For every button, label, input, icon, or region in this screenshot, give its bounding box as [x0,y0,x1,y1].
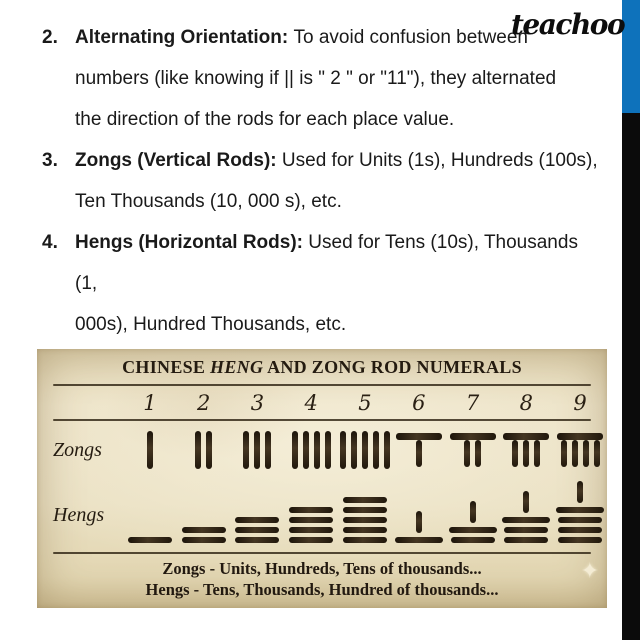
horizontal-rod [235,537,279,543]
vertical-rod [416,440,422,467]
numbered-list [42,17,604,345]
vertical-rod [303,431,309,469]
digit-label-4: 4 [304,390,318,415]
horizontal-rod [396,433,442,440]
zongs-row [37,421,607,479]
list-item-body: Alternating Orientation: To avoid confusion between numbers (like knowing if || is " 2 " or "11"), they alternated the direction of the rods for each place value. [75,27,557,130]
horizontal-rod [451,537,495,543]
vertical-rod [373,431,379,469]
zong-numeral-3 [231,431,285,469]
vertical-rod [206,431,212,469]
heng-numeral-5 [338,497,392,552]
horizontal-rod [343,497,387,503]
horizontal-rod [182,537,226,543]
horizontal-rod [558,527,602,533]
digit-label-7: 7 [465,390,480,415]
horizontal-rod [503,433,549,440]
heng-rod-group [502,491,550,543]
vertical-rod [325,431,331,469]
heng-numeral-2 [177,527,231,552]
zong-rod-group [340,431,390,469]
sparkle-icon: ✦ [580,559,599,584]
vertical-rod [577,481,583,503]
digit-label-5: 5 [358,390,372,415]
horizontal-rod [449,527,497,533]
hengs-row-label: Hengs [53,504,105,526]
list-item [42,222,604,345]
vertical-rod [195,431,201,469]
caption-zongs: Zongs - Units, Hundreds, Tens of thousands... [162,559,482,578]
digit-label-6: 6 [412,390,426,415]
zong-numeral-5 [338,431,392,469]
horizontal-rod [504,527,548,533]
heng-numeral-3 [231,517,285,552]
list-item-lead: Alternating Orientation: [75,27,294,48]
vertical-rod [512,440,518,467]
chart-title-prefix: CHINESE [122,357,211,377]
digit-label-1: 1 [143,390,157,415]
vertical-rod [572,440,578,467]
digit-label-9: 9 [573,390,587,415]
list-item-number: 2. [42,27,58,48]
chart-title [37,349,607,378]
zong-rod-group [243,431,271,469]
vertical-rod [340,431,346,469]
vertical-rod [351,431,357,469]
horizontal-rod [128,537,172,543]
vertical-rod [594,440,600,467]
horizontal-rod [558,537,602,543]
heng-rod-group [235,517,279,543]
right-edge-accent-black [622,113,640,640]
zong-numeral-1 [123,431,177,469]
heng-rod-group [449,501,497,543]
heng-rod-group [289,507,333,543]
zong-numeral-2 [177,431,231,469]
vertical-rod [265,431,271,469]
horizontal-rod [556,507,604,513]
vertical-rod [583,440,589,467]
horizontal-rod [343,517,387,523]
heng-numeral-7 [446,501,500,552]
list-item-lead: Hengs (Horizontal Rods): [75,232,309,253]
horizontal-rod [502,517,550,523]
zong-rod-group [464,440,481,467]
heng-numeral-8 [499,491,553,552]
right-edge-accent-blue [622,0,640,113]
vertical-rod [314,431,320,469]
vertical-rod [243,431,249,469]
horizontal-rod [289,537,333,543]
zong-rod-group [512,440,540,467]
vertical-rod [561,440,567,467]
heng-numeral-6 [392,511,446,552]
horizontal-rod [395,537,443,543]
zong-rod-group [195,431,212,469]
list-item-number: 3. [42,150,58,171]
teachoo-logo: teachoo [511,8,625,41]
horizontal-rod [182,527,226,533]
zong-numeral-8 [499,433,553,467]
rod-numerals-chart [37,349,607,608]
horizontal-rod [289,527,333,533]
vertical-rod [362,431,368,469]
horizontal-rod [558,517,602,523]
hengs-row [37,479,607,552]
horizontal-rod [343,507,387,513]
vertical-rod [475,440,481,467]
chart-caption [37,558,607,600]
vertical-rod [470,501,476,523]
zong-numeral-7 [446,433,500,467]
list-item [42,140,604,222]
heng-numeral-1 [123,537,177,552]
vertical-rod [384,431,390,469]
chart-title-heng: HENG [210,357,264,377]
zong-numeral-6 [392,433,446,467]
heng-rod-group [343,497,387,543]
heng-rod-group [556,481,604,543]
zong-numeral-4 [284,431,338,469]
zong-rod-group [561,440,600,467]
horizontal-rod [450,433,496,440]
horizontal-rod [343,527,387,533]
zong-rod-group [416,440,422,467]
digit-label-2: 2 [196,390,211,415]
horizontal-rod [504,537,548,543]
heng-rod-group [395,511,443,543]
heng-rod-group [128,537,172,543]
vertical-rod [523,440,529,467]
zongs-row-label: Zongs [53,438,102,461]
digit-label-8: 8 [519,390,534,415]
vertical-rod [292,431,298,469]
heng-numeral-4 [284,507,338,552]
horizontal-rod [343,537,387,543]
vertical-rod [416,511,422,533]
horizontal-rod [557,433,603,440]
list-item-body: Zongs (Vertical Rods): Used for Units (1s), Hundreds (100s), Ten Thousands (10, 000 s), etc. [75,150,598,212]
vertical-rod [523,491,529,513]
horizontal-rod [235,517,279,523]
vertical-rod [254,431,260,469]
zong-rod-group [292,431,331,469]
heng-numeral-9 [553,481,607,552]
horizontal-rod [235,527,279,533]
vertical-rod [464,440,470,467]
list-item-number: 4. [42,232,58,253]
vertical-rod [147,431,153,469]
divider-line-bottom [53,552,591,554]
chart-title-suffix: AND ZONG ROD NUMERALS [263,357,522,377]
list-item-body: Hengs (Horizontal Rods): Used for Tens (10s), Thousands (1, 000s), Hundred Thousands, etc. [75,232,578,335]
heng-rod-group [182,527,226,543]
digits-header-row [37,386,607,419]
zong-numeral-9 [553,433,607,467]
list-item-lead: Zongs (Vertical Rods): [75,150,282,171]
vertical-rod [534,440,540,467]
caption-hengs: Hengs - Tens, Thousands, Hundred of thousands... [145,580,499,599]
horizontal-rod [289,517,333,523]
digit-label-3: 3 [250,390,265,415]
zong-rod-group [147,431,153,469]
horizontal-rod [289,507,333,513]
